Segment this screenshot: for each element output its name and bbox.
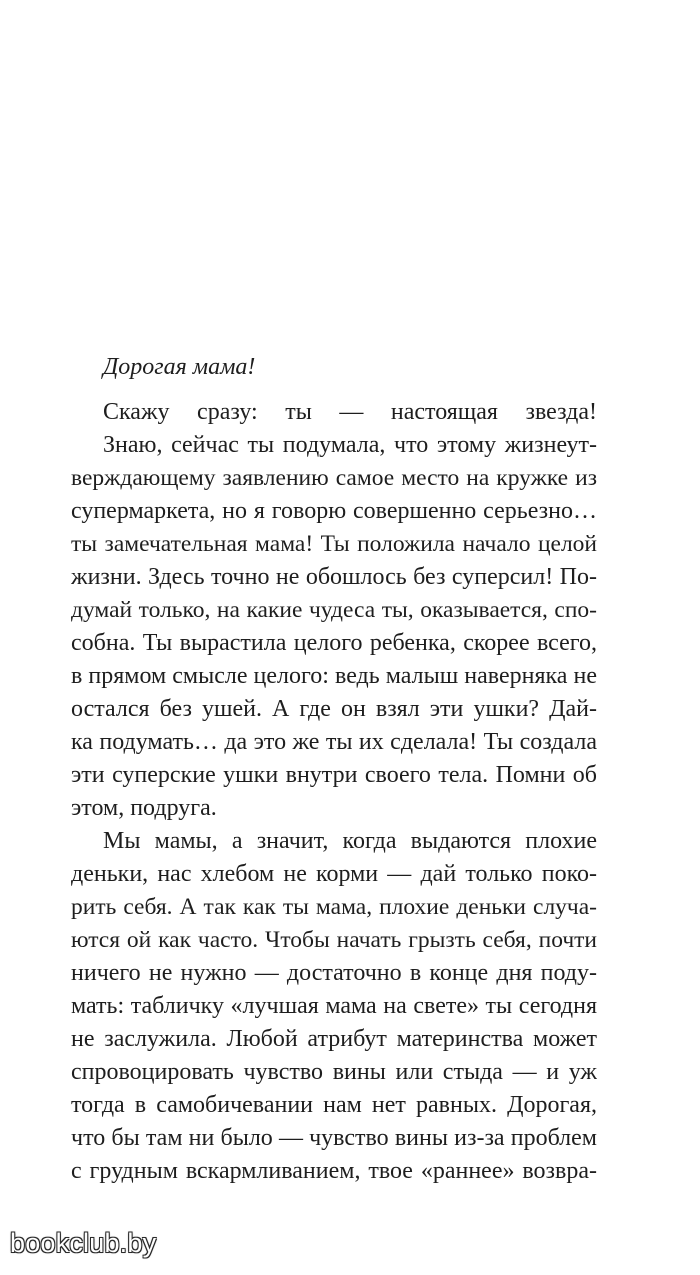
letter-salutation: Дорогая мама! bbox=[103, 354, 256, 380]
text-line: ничего не нужно — достаточно в конце дня поду- bbox=[71, 960, 597, 986]
text-line: верждающему заявлению самое место на кружке из bbox=[71, 465, 597, 491]
text-line: спровоцировать чувство вины или стыда — и уж bbox=[71, 1059, 597, 1085]
text-line: с грудным вскармливанием, твое «раннее» возвра- bbox=[71, 1158, 597, 1184]
site-watermark: bookclub.by bbox=[10, 1228, 157, 1258]
text-line: собна. Ты вырастила целого ребенка, скорее всего, bbox=[71, 630, 597, 656]
text-line: ются ой как часто. Чтобы начать грызть себя, почти bbox=[71, 927, 597, 953]
text-line: ты замечательная мама! Ты положила начало целой bbox=[71, 531, 597, 557]
text-line: тогда в самобичевании нам нет равных. Дорогая, bbox=[71, 1092, 597, 1118]
text-line: мать: табличку «лучшая мама на свете» ты сегодня bbox=[71, 993, 597, 1019]
text-line: жизни. Здесь точно не обошлось без суперсил! По- bbox=[71, 564, 597, 590]
text-line: супермаркета, но я говорю совершенно серьезно… bbox=[71, 498, 597, 524]
text-line: рить себя. А так как ты мама, плохие деньки случа- bbox=[71, 894, 597, 920]
text-line: деньки, нас хлебом не корми — дай только поко- bbox=[71, 861, 597, 887]
text-line: думай только, на какие чудеса ты, оказывается, спо- bbox=[71, 597, 597, 623]
text-line: что бы там ни было — чувство вины из-за проблем bbox=[71, 1125, 597, 1151]
text-line: в прямом смысле целого: ведь малыш наверняка не bbox=[71, 663, 597, 689]
text-line: не заслужила. Любой атрибут материнства может bbox=[71, 1026, 597, 1052]
text-line: эти суперские ушки внутри своего тела. Помни об bbox=[71, 762, 597, 788]
text-line: ка подумать… да это же ты их сделала! Ты создала bbox=[71, 729, 597, 755]
text-line: Скажу сразу: ты — настоящая звезда! bbox=[103, 399, 597, 425]
text-line: этом, подруга. bbox=[71, 795, 217, 821]
text-line: Знаю, сейчас ты подумала, что этому жизнеут- bbox=[103, 432, 597, 458]
text-line: Мы мамы, а значит, когда выдаются плохие bbox=[103, 828, 597, 854]
text-line: остался без ушей. А где он взял эти ушки? Дай- bbox=[71, 696, 597, 722]
